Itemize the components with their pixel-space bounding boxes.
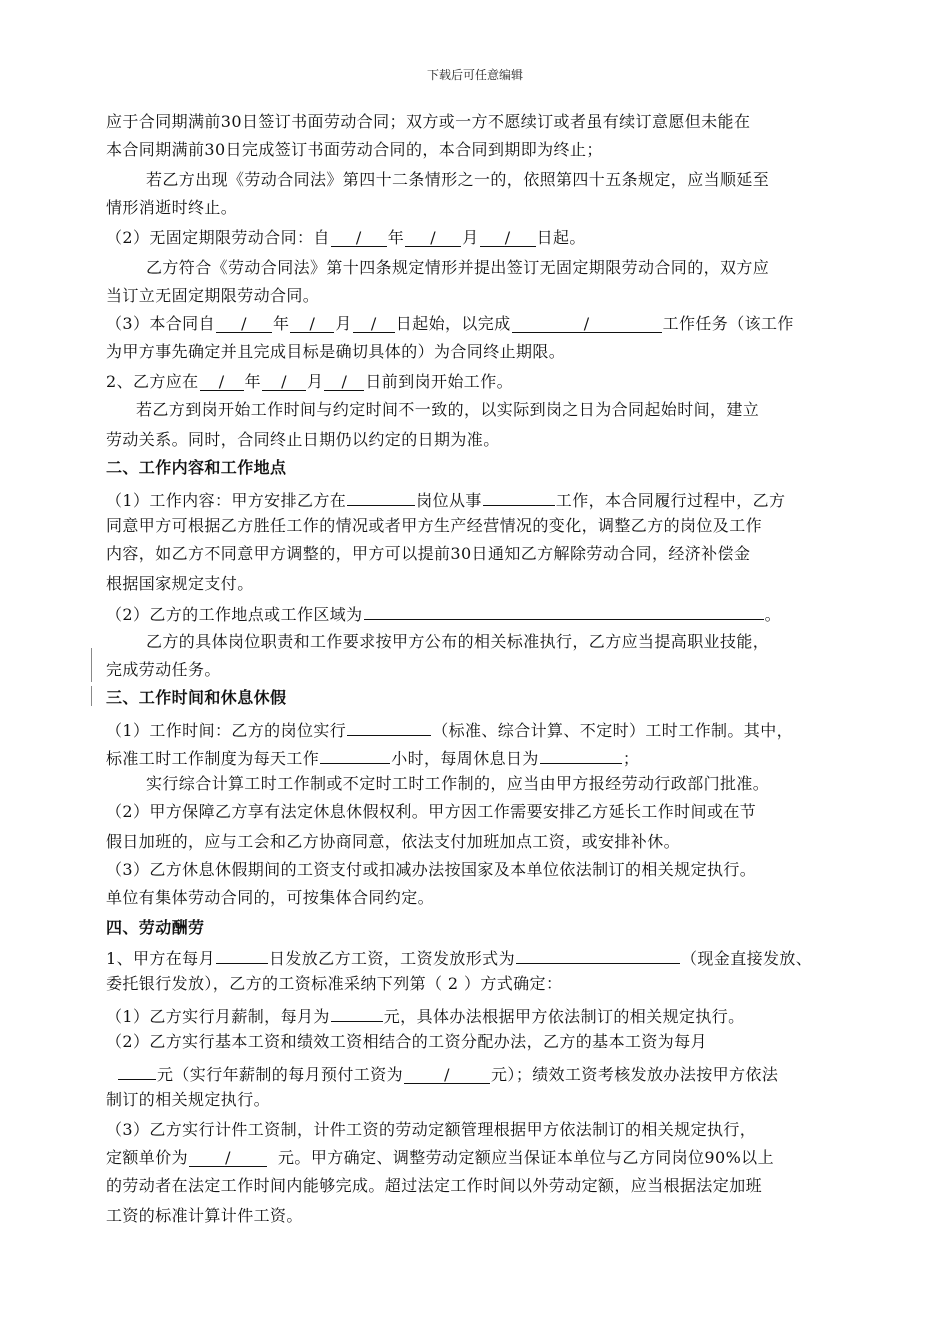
blank-field[interactable]: /	[404, 1066, 490, 1084]
blank-field[interactable]	[216, 946, 268, 964]
para-line: 工资的标准计算计件工资。	[106, 1206, 303, 1225]
text: 元）；绩效工资考核发放办法按甲方依法	[491, 1065, 779, 1084]
text: （1）工作时间：乙方的岗位实行	[106, 721, 347, 740]
blank-field[interactable]: /	[480, 229, 536, 247]
para-line: 单位有集体劳动合同的，可按集体合同约定。	[106, 888, 435, 907]
blank-field[interactable]: /	[405, 229, 461, 247]
page-header: 下载后可任意编辑	[426, 68, 523, 82]
text: 日起始，以完成	[395, 314, 511, 333]
blank-field[interactable]	[320, 746, 390, 764]
text: （1）工作内容：甲方安排乙方在	[106, 491, 347, 510]
blank-field[interactable]	[540, 746, 622, 764]
para-line: （3）乙方实行计件工资制，计件工资的劳动定额管理根据甲方依法制订的相关规定执行，	[106, 1120, 757, 1139]
para-line: 制订的相关规定执行。	[106, 1090, 271, 1109]
margin-mark	[91, 648, 92, 682]
text: 月	[335, 314, 352, 333]
section-heading-4: 四、劳动酬劳	[106, 918, 205, 937]
blank-field[interactable]	[347, 718, 431, 736]
para-line: 同意甲方可根据乙方胜任工作的情况或者甲方生产经营情况的变化，调整乙方的岗位及工作	[106, 516, 763, 535]
blank-field[interactable]: /	[324, 373, 364, 391]
para-line: 委托银行发放），乙方的工资标准采纳下列第（ 2 ）方式确定：	[106, 974, 563, 993]
para-line: 乙方的具体岗位职责和工作要求按甲方公布的相关标准执行，乙方应当提高职业技能，	[146, 632, 770, 651]
para-line: 内容，如乙方不同意甲方调整的，甲方可以提前30日通知乙方解除劳动合同，经济补偿金	[106, 544, 751, 563]
blank-field[interactable]: /	[200, 373, 244, 391]
blank-field[interactable]	[364, 602, 764, 620]
blank-field[interactable]: /	[331, 229, 387, 247]
para-line: 为甲方事先确定并且完成目标是确切具体的）为合同终止期限。	[106, 342, 566, 361]
para-line: 乙方符合《劳动合同法》第十四条规定情形并提出签订无固定期限劳动合同的，双方应	[146, 258, 770, 277]
text: 工作任务（该工作	[662, 314, 794, 333]
task-term-line	[106, 314, 896, 334]
para-line: 若乙方出现《劳动合同法》第四十二条情形之一的，依照第四十五条规定，应当顺延至	[146, 170, 770, 189]
text: 月	[307, 372, 324, 391]
text: 定额单价为	[106, 1148, 189, 1167]
blank-field[interactable]	[483, 488, 555, 506]
text: 年	[244, 372, 261, 391]
text: （1）乙方实行月薪制，每月为	[106, 1007, 330, 1026]
text: 元，具体办法根据甲方依法制订的相关规定执行。	[383, 1007, 745, 1026]
para-line: 情形消逝时终止。	[106, 198, 238, 217]
text: 岗位从事	[416, 491, 482, 510]
piece-rate-line	[106, 1148, 896, 1168]
blank-field[interactable]	[118, 1062, 156, 1080]
blank-field[interactable]: /	[189, 1149, 267, 1167]
para-line: （3）乙方休息休假期间的工资支付或扣减办法按国家及本单位依法制订的相关规定执行。	[106, 860, 757, 879]
work-hours-line	[106, 718, 896, 741]
blank-field[interactable]: /	[290, 315, 334, 333]
text: 2、乙方应在	[106, 372, 199, 391]
section-heading-3: 三、工作时间和休息休假	[106, 688, 287, 707]
monthly-salary-line	[106, 1004, 896, 1027]
text: （3）本合同自	[106, 314, 215, 333]
blank-field[interactable]: /	[512, 315, 662, 333]
text: 月	[462, 228, 479, 247]
text: 年	[272, 314, 290, 333]
text: 元（实行年薪制的每月预付工资为	[157, 1065, 404, 1084]
text: （现金直接发放、	[681, 949, 813, 968]
para-line: 的劳动者在法定工作时间内能够完成。超过法定工作时间以外劳动定额，应当根据法定加班	[106, 1176, 763, 1195]
para-line: 应于合同期满前30日签订书面劳动合同；双方或一方不愿续订或者虽有续订意愿但未能在	[106, 112, 751, 131]
text: ；	[622, 749, 640, 768]
para-line: 本合同期满前30日完成签订书面劳动合同的，本合同到期即为终止；	[106, 140, 603, 159]
para-line: 劳动关系。同时，合同终止日期仍以约定的日期为准。	[106, 430, 500, 449]
text: 元。甲方确定、调整劳动定额应当保证本单位与乙方同岗位90%以上	[278, 1148, 774, 1167]
start-date-line	[106, 372, 896, 392]
text: （2）无固定期限劳动合同：自	[106, 228, 330, 247]
text: 小时，每周休息日为	[391, 749, 539, 768]
blank-field[interactable]	[347, 488, 415, 506]
text: （2）乙方的工作地点或工作区域为	[106, 605, 363, 624]
indefinite-term-line	[106, 228, 896, 248]
blank-field[interactable]: /	[353, 315, 395, 333]
margin-mark	[91, 686, 92, 706]
blank-field[interactable]	[331, 1004, 383, 1022]
text: 。	[764, 605, 781, 624]
text: 日起。	[536, 228, 586, 247]
blank-field[interactable]	[516, 946, 680, 964]
blank-field[interactable]: /	[216, 315, 272, 333]
para-line: 根据国家规定支付。	[106, 574, 254, 593]
base-salary-line	[106, 1062, 896, 1085]
para-line: 若乙方到岗开始工作时间与约定时间不一致的，以实际到岗之日为合同起始时间，建立	[136, 400, 760, 419]
text: 标准工时工作制度为每天工作	[106, 749, 320, 768]
text: 1、甲方在每月	[106, 949, 215, 968]
pay-day-line	[106, 946, 896, 969]
section-heading-2: 二、工作内容和工作地点	[106, 458, 287, 477]
para-line: （2）甲方保障乙方享有法定休息休假权利。甲方因工作需要安排乙方延长工作时间或在节	[106, 802, 757, 821]
text: 年	[387, 228, 405, 247]
work-content-line	[106, 488, 896, 511]
text: （标准、综合计算、不定时）工时工作制。其中，	[432, 721, 793, 740]
blank-field[interactable]: /	[262, 373, 306, 391]
para-line: 当订立无固定期限劳动合同。	[106, 286, 320, 305]
text: 日发放乙方工资，工资发放形式为	[268, 949, 515, 968]
para-line: 实行综合计算工时工作制或不定时工时工作制的，应当由甲方报经劳动行政部门批准。	[146, 774, 770, 793]
para-line: 完成劳动任务。	[106, 660, 221, 679]
work-location-line	[106, 602, 896, 625]
text: 日前到岗开始工作。	[365, 372, 514, 391]
work-hours-line-2	[106, 746, 896, 769]
para-line: （2）乙方实行基本工资和绩效工资相结合的工资分配办法，乙方的基本工资为每月	[106, 1032, 707, 1051]
para-line: 假日加班的，应与工会和乙方协商同意，依法支付加班加点工资，或安排补休。	[106, 832, 681, 851]
text: 工作，本合同履行过程中，乙方	[555, 491, 786, 510]
